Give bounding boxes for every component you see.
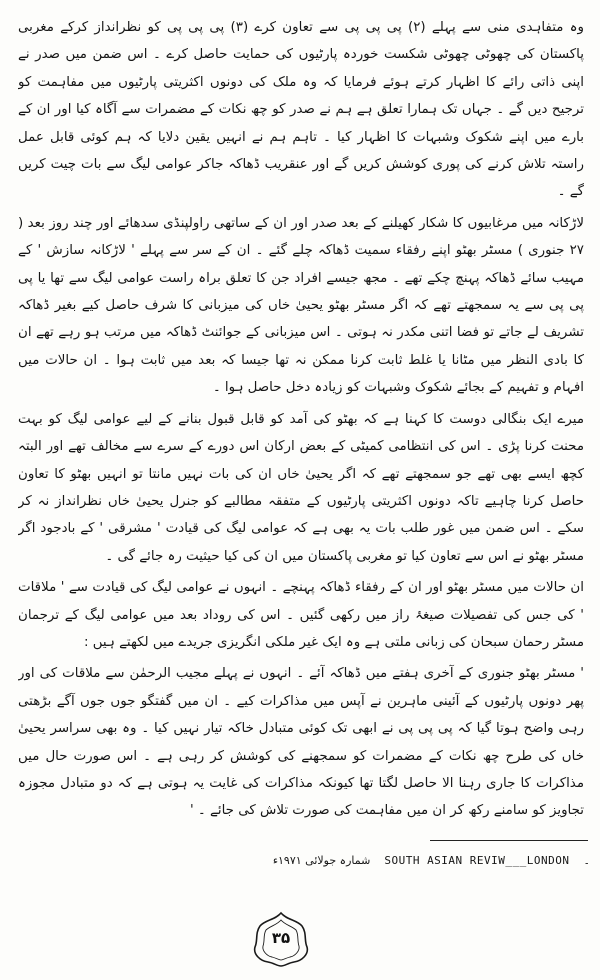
page-number: ۳۵: [271, 929, 291, 947]
paragraph-2: لاڑکانہ میں مرغابیوں کا شکار کھیلنے کے بعد صدر اور ان کے ساتھی راولپنڈی سدھائے اور چند روز بعد ( ۲۷ جنوری ) مسٹر بھٹو اپنے رفقاء سمیت ڈھاکہ چلے گئے ۔ ان کے سر سے پہلے ' لاڑکانہ سازش ' کے مہیب سائے ڈھاکہ پہنچ چکے تھے ۔ مجھ جیسے افراد جن کا تعلق براہ راست عوامی لیگ سے تھا یا پی پی پی سے یہ سمجھتے تھے کہ اگر مسٹر بھٹو یحییٰ خاں کی میزبانی کا شرف حاصل کیے بغیر ڈھاکہ تشریف لے جاتے تو فضا اتنی مکدر نہ ہوتی ۔ اس میزبانی کے جوائنٹ ڈھاکہ میں مرتب ہو رہے تھے ان کا بادی النظر میں مٹانا یا غلط ثابت کرنا ممکن نہ تھا جیسا کہ بعد میں ثابت ہوا ۔ ان حالات میں افہام و تفہیم کے بجائے شکوک وشبہات کو زیادہ دخل حاصل ہوا ۔: [18, 215, 584, 396]
paragraph-4: ان حالات میں مسٹر بھٹو اور ان کے رفقاء ڈھاکہ پہنچے ۔ انہوں نے عوامی لیگ کی قیادت سے ' ملاقات ' کی جس کی تفصیلات صیغۂ راز میں رکھی گئیں ۔ اس کی روداد بعد میں عوامی لیگ کے ترجمان مسٹر رحمان سبحان کی زبانی ملتی ہے وہ ایک غیر ملکی انگریزی جریدے میں لکھتے ہیں :: [18, 580, 584, 650]
footnote-separator: ___: [505, 854, 527, 867]
footnote-marker: ۔: [583, 854, 590, 867]
footnote-city: LONDON: [526, 854, 570, 867]
footnote-source: SOUTH ASIAN REVIW: [384, 854, 506, 867]
footnote-divider: [430, 840, 588, 841]
footnote-issue: شمارہ جولائی ۱۹۷۱ء: [272, 854, 371, 867]
page-number-ornament: [252, 910, 310, 968]
footnote: [250, 852, 590, 870]
paragraph-3: میرے ایک بنگالی دوست کا کہنا ہے کہ بھٹو کی آمد کو قابل قبول بنانے کے لیے عوامی لیگ کو بہت محنت کرنا پڑی ۔ اس کی انتظامی کمیٹی کے بعض ارکان اس دورے کے سرے سے مخالف تھے اور البتہ کچھ ایسے بھی تھے جو سمجھتے تھے کہ اگر یحییٰ خاں ان کی بات نہیں مانتا تو انہیں بھٹو کا تعاون حاصل کرنا چاہیے تاکہ دونوں اکثریتی پارٹیوں کے متفقہ مطالبے کو جنرل یحییٰ خاں نظرانداز نہ کر سکے ۔ اس ضمن میں غور طلب بات یہ بھی ہے کہ عوامی لیگ کی قیادت ' مشرقی ' کے بادجود اگر مسٹر بھٹو نے اس سے تعاون کیا تو مغربی پاکستان میں ان کی کیا حیثیت رہ جائے گی ۔: [18, 411, 584, 564]
paragraph-1: وہ متفاہدی منی سے پہلے (۲) پی پی پی سے تعاون کرے (۳) پی پی پی کو نظرانداز کرکے مغربی پاکستان کی چھوٹی چھوٹی شکست خوردہ پارٹیوں کی حمایت حاصل کرے ۔ اس ضمن میں صدر نے اپنی ذاتی رائے کا اظہار کرتے ہوئے فرمایا کہ وہ ملک کی دونوں اکثریتی پارٹیوں میں مفاہمت کو ترجیح دیں گے ۔ جہاں تک ہمارا تعلق ہے ہم نے صدر کو چھ نکات کے مضمرات سے آگاہ کیا اور ان کے بارے میں اپنے شکوک وشبہات کا اظہار کیا ۔ تاہم ہم نے انہیں یقین دلایا کہ ہم کوئی قابل عمل راستہ تلاش کرنے کی پوری کوشش کریں گے اور عنقریب ڈھاکہ جاکر عوامی لیگ سے بات چیت کریں گے ۔: [18, 20, 584, 200]
quote-paragraph-1: ' مسٹر بھٹو جنوری کے آخری ہفتے میں ڈھاکہ آئے ۔ انہوں نے پہلے مجیب الرحمٰن سے ملاقات کی اور پھر دونوں پارٹیوں کے آئینی ماہرین نے آپس میں مذاکرات کیے ۔ ان میں گفتگو جوں جوں آگے بڑھتی رہی واضح ہوتا گیا کہ پی پی پی نے ابھی تک کوئی متبادل خاکہ تیار نہیں کیا ۔ وہ بھی سراسر یحییٰ خاں کی طرح چھ نکات کے مضمرات کو سمجھنے کی کوشش کر رہی ہے ۔ اس صورت حال میں مذاکرات کا جاری رہنا الا حاصل لگتا تھا کیونکہ مذاکرات کی غایت یہ ہوتی ہے کہ دو متبادل مجوزہ تجاویز کو سامنے رکھ کر ان میں مفاہمت کی صورت تلاش کی جائے ۔ ': [18, 666, 584, 819]
body-text: [18, 14, 584, 824]
